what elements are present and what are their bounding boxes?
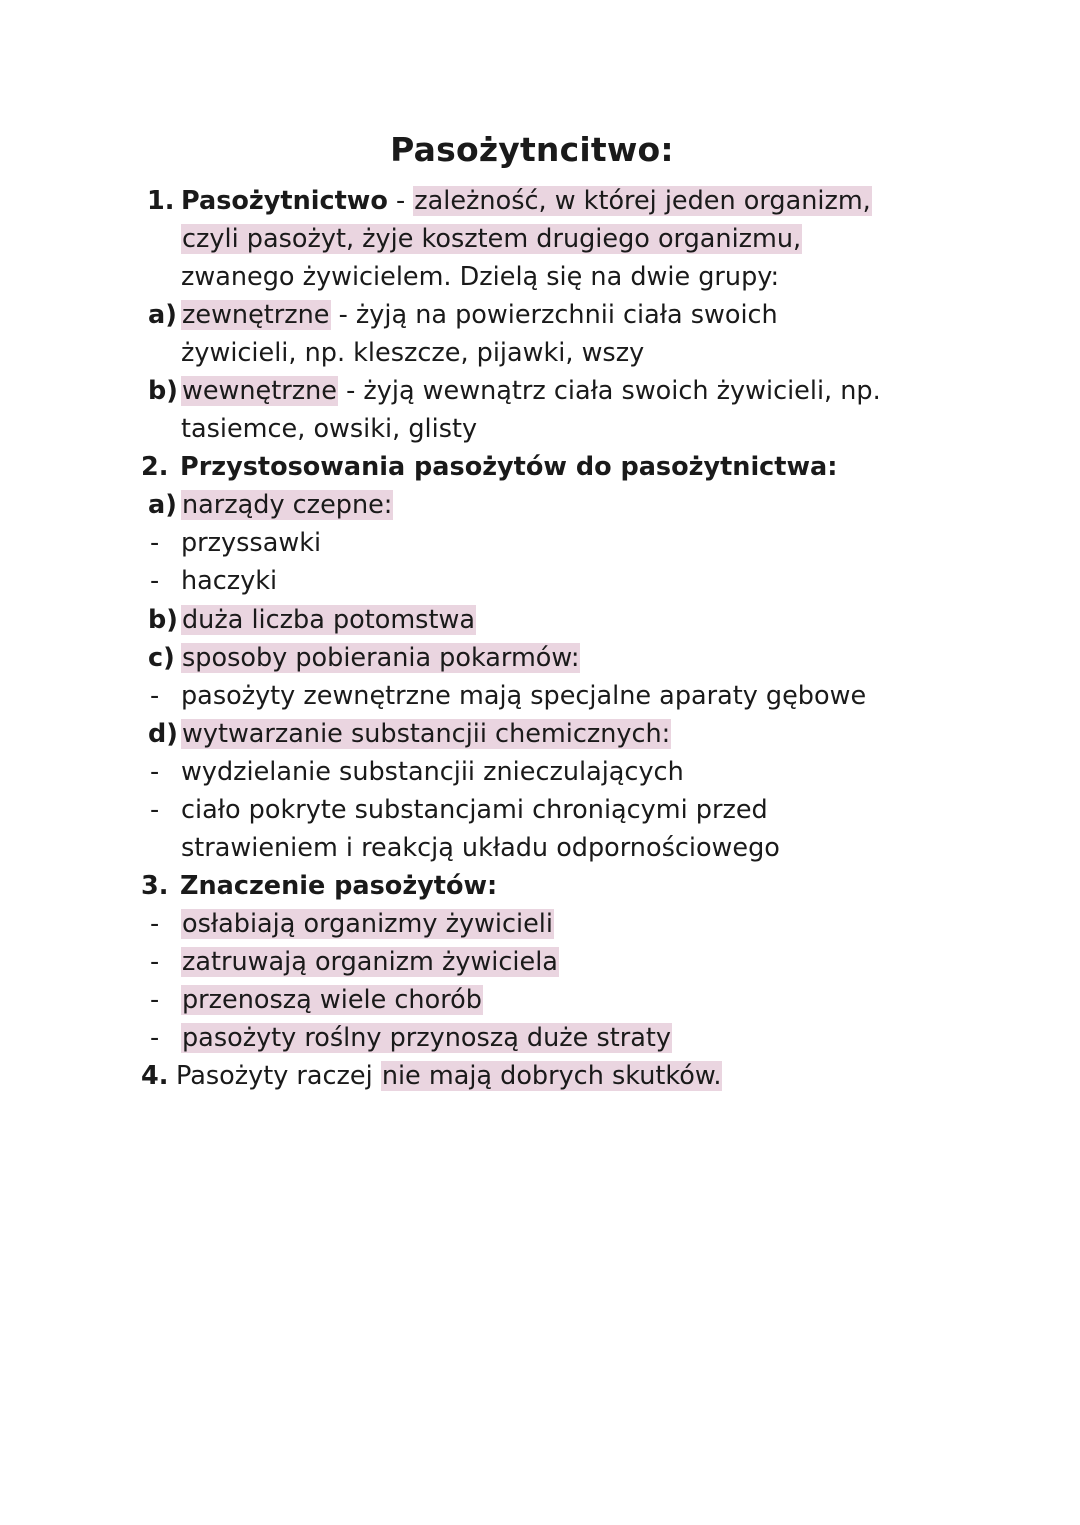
section-1-dash: - [387, 186, 414, 216]
list-item [0, 524, 1080, 562]
section-1-b-cont [0, 410, 1080, 448]
section-4-highlight: nie mają dobrych skutków. [381, 1061, 722, 1091]
dash-bullet: - [150, 985, 160, 1015]
section-2-a [0, 486, 1080, 524]
list-item [0, 677, 1080, 715]
section-1-b [0, 372, 1080, 410]
section-2-d-text [181, 715, 671, 753]
section-1-b-cont-text: tasiemce, owsiki, glisty [181, 414, 478, 444]
section-1-line-1 [0, 182, 1080, 220]
section-1-b-marker: b) [148, 376, 178, 406]
section-2-d-label: wytwarzanie substancjii chemicznych: [182, 719, 671, 749]
section-1-b-rest: - żyją wewnątrz ciała swoich żywicieli, np. [337, 376, 881, 406]
list-item [0, 905, 1080, 943]
section-1-a-text [181, 296, 778, 334]
section-2-d-item-1: wydzielanie substancjii znieczulających [181, 757, 684, 787]
dash-bullet: - [150, 681, 160, 711]
list-item [0, 753, 1080, 791]
list-item [0, 791, 1080, 829]
section-1-number: 1. [147, 186, 175, 216]
section-2-b-text [181, 601, 476, 639]
section-1-text [181, 182, 872, 220]
list-item [0, 943, 1080, 981]
section-2-d-cont [0, 829, 1080, 867]
section-1-line-2 [0, 220, 1080, 258]
dash-bullet: - [150, 566, 160, 596]
section-2-c-item-1: pasożyty zewnętrzne mają specjalne aparaty gębowe [181, 681, 867, 711]
section-1-line-2-text [181, 220, 802, 258]
section-3-item-4: pasożyty roślny przynoszą duże straty [182, 1023, 671, 1053]
section-4-plain: Pasożyty raczej [176, 1061, 381, 1091]
section-1-definition-part-1: zależność, w której jeden organizm, [414, 186, 871, 216]
section-2-heading-line [0, 448, 1080, 486]
section-4-line [0, 1057, 1080, 1095]
section-2-b [0, 601, 1080, 639]
section-2-c [0, 639, 1080, 677]
section-3-heading-line [0, 867, 1080, 905]
page-title: Pasożytncitwo: [390, 130, 674, 169]
section-1-a-cont-text: żywicieli, np. kleszcze, pijawki, wszy [181, 338, 645, 368]
section-2-heading: Przystosowania pasożytów do pasożytnictwa: [180, 452, 838, 482]
section-3-item-3-wrap [181, 981, 483, 1019]
section-2-a-item-1: przyssawki [181, 528, 322, 558]
section-2-d [0, 715, 1080, 753]
section-2-d-marker: d) [148, 719, 178, 749]
dash-bullet: - [150, 909, 160, 939]
section-2-b-marker: b) [148, 605, 178, 635]
section-3-heading: Znaczenie pasożytów: [180, 871, 498, 901]
section-2-a-item-2: haczyki [181, 566, 278, 596]
section-1-a-rest: - żyją na powierzchnii ciała swoich [330, 300, 778, 330]
section-2-a-marker: a) [148, 490, 177, 520]
list-item [0, 981, 1080, 1019]
section-1-a-term: zewnętrzne [182, 300, 330, 330]
section-2-b-label: duża liczba potomstwa [182, 605, 475, 635]
section-3-item-1-wrap [181, 905, 554, 943]
section-1-b-text [181, 372, 881, 410]
section-3-number: 3. [141, 871, 169, 901]
section-1-a-marker: a) [148, 300, 177, 330]
section-3-item-2-wrap [181, 943, 559, 981]
list-item [0, 1019, 1080, 1057]
dash-bullet: - [150, 795, 160, 825]
list-item [0, 562, 1080, 600]
dash-bullet: - [150, 1023, 160, 1053]
section-1-term: Pasożytnictwo [181, 186, 388, 216]
section-1-line-3-text: zwanego żywicielem. Dzielą się na dwie grupy: [181, 262, 780, 292]
section-1-a-cont [0, 334, 1080, 372]
section-4-number: 4. [141, 1061, 169, 1091]
section-2-c-text [181, 639, 580, 677]
section-4-text [176, 1057, 722, 1095]
section-2-c-marker: c) [148, 643, 175, 673]
dash-bullet: - [150, 757, 160, 787]
section-1-line-3 [0, 258, 1080, 296]
dash-bullet: - [150, 947, 160, 977]
section-2-d-item-2: ciało pokryte substancjami chroniącymi przed [181, 795, 768, 825]
section-1-definition-part-2: czyli pasożyt, żyje kosztem drugiego organizmu, [182, 224, 802, 254]
section-2-a-label: narządy czepne: [182, 490, 393, 520]
dash-bullet: - [150, 528, 160, 558]
section-1-b-term: wewnętrzne [182, 376, 337, 406]
section-3-item-4-wrap [181, 1019, 672, 1057]
section-1-a [0, 296, 1080, 334]
section-2-a-text [181, 486, 393, 524]
section-3-item-3: przenoszą wiele chorób [182, 985, 482, 1015]
section-2-c-label: sposoby pobierania pokarmów: [182, 643, 580, 673]
section-3-item-1: osłabiają organizmy żywicieli [182, 909, 553, 939]
section-3-item-2: zatruwają organizm żywiciela [182, 947, 558, 977]
section-2-number: 2. [141, 452, 169, 482]
section-2-d-cont-text: strawieniem i reakcją układu odpornościowego [181, 833, 780, 863]
